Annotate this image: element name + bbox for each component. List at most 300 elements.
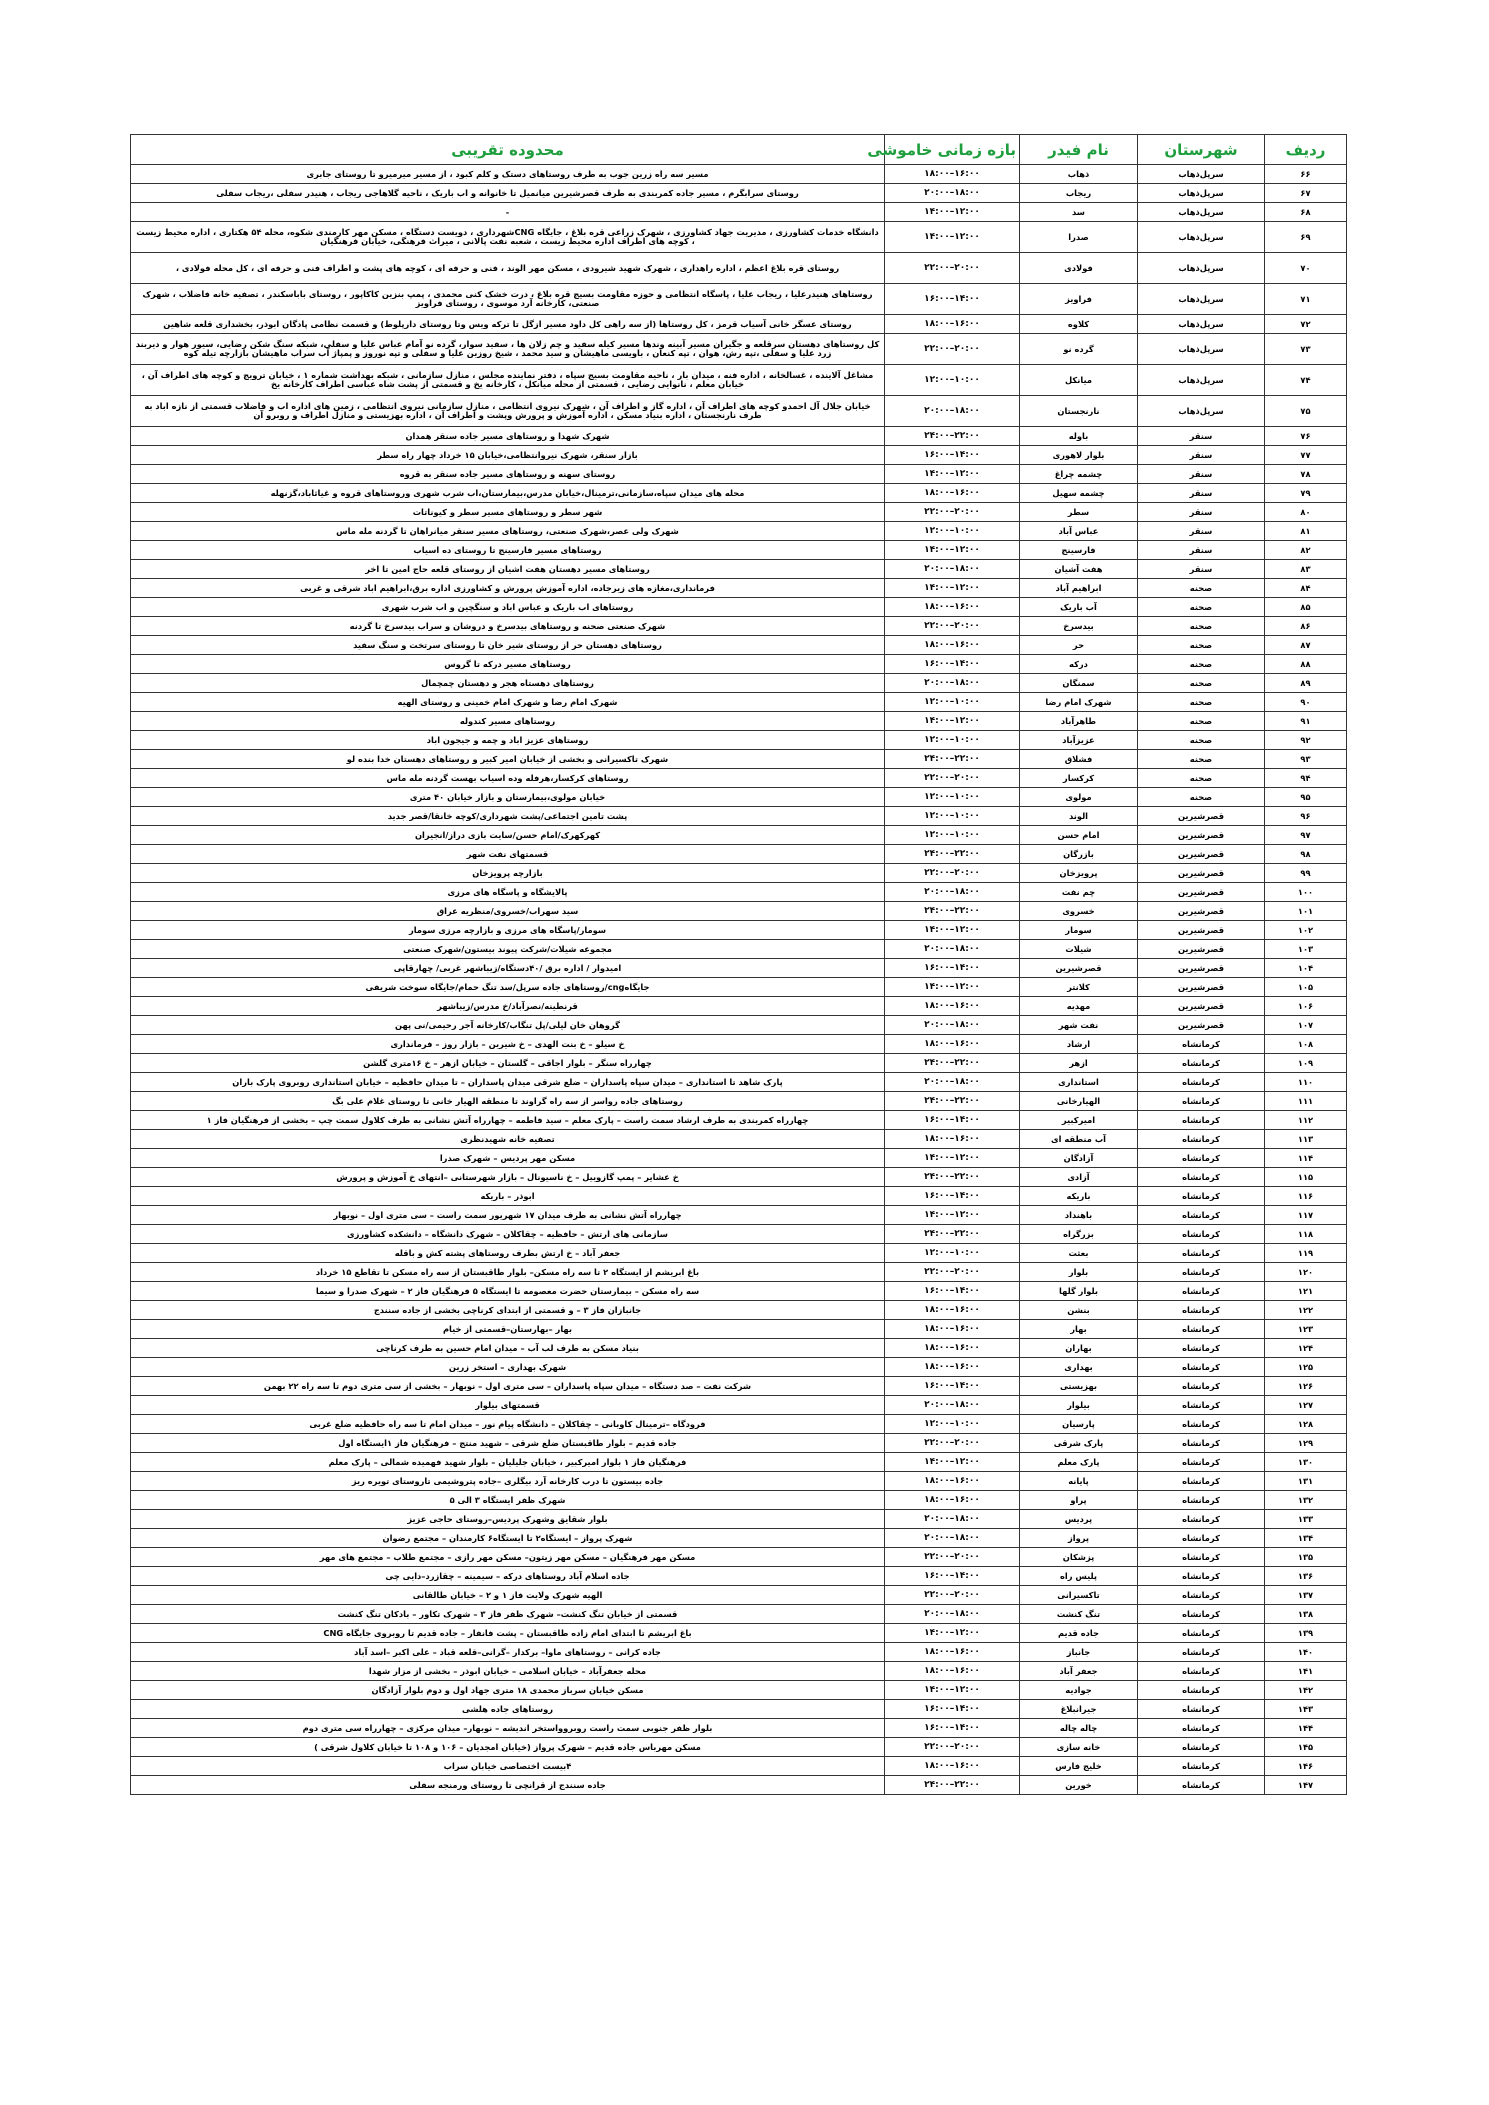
feeder-cell: امام حسن — [1020, 826, 1138, 845]
feeder-cell: کرکسار — [1020, 769, 1138, 788]
feeder-cell: پرویزخان — [1020, 864, 1138, 883]
county-cell: کرمانشاه — [1138, 1662, 1265, 1681]
row-number-cell: ۹۹ — [1265, 864, 1347, 883]
area-cell: روستاهای هنیدرعلیا ، ریجاب علیا ، پاسگاه انتظامی و حوزه مقاومت بسیج قره بلاغ ، درت خشک کنی محمدی ، پمپ بنزین کاکاپور ، روستای باباسکندر ، تصفیه خانه فاضلاب ، شهرک صنعتی، کارخانه آرد موسوی ، روستای فراویز — [131, 284, 885, 315]
feeder-cell: باریکه — [1020, 1187, 1138, 1206]
table-row — [131, 1510, 1347, 1529]
row-number-cell: ۱۳۶ — [1265, 1567, 1347, 1586]
row-number-cell: ۱۳۷ — [1265, 1586, 1347, 1605]
time-window-cell: ۲۲:۰۰–۲۴:۰۰ — [885, 1225, 1020, 1244]
table-row — [131, 1529, 1347, 1548]
time-window-cell: ۱۲:۰۰–۱۴:۰۰ — [885, 465, 1020, 484]
county-cell: کرمانشاه — [1138, 1130, 1265, 1149]
table-row — [131, 1415, 1347, 1434]
table-row — [131, 484, 1347, 503]
table-row — [131, 1225, 1347, 1244]
county-cell: قصرشیرین — [1138, 921, 1265, 940]
county-cell: سنقر — [1138, 541, 1265, 560]
row-number-cell: ۱۳۱ — [1265, 1472, 1347, 1491]
row-number-cell: ۸۲ — [1265, 541, 1347, 560]
time-window-cell: ۱۶:۰۰–۱۸:۰۰ — [885, 997, 1020, 1016]
county-cell: سرپل‌ذهاب — [1138, 315, 1265, 334]
table-row — [131, 203, 1347, 222]
table-row — [131, 788, 1347, 807]
table-row — [131, 826, 1347, 845]
feeder-cell: پارک معلم — [1020, 1453, 1138, 1472]
county-cell: سنقر — [1138, 465, 1265, 484]
feeder-cell: کلاوه — [1020, 315, 1138, 334]
time-window-cell: ۱۸:۰۰–۲۰:۰۰ — [885, 396, 1020, 427]
area-cell: قسمتهای بیلوار — [131, 1396, 885, 1415]
county-cell: کرمانشاه — [1138, 1567, 1265, 1586]
row-number-cell: ۷۷ — [1265, 446, 1347, 465]
row-number-cell: ۱۱۷ — [1265, 1206, 1347, 1225]
county-cell: کرمانشاه — [1138, 1187, 1265, 1206]
area-cell: بازار سنقر، شهرک نیروانتظامی،خیابان ۱۵ خرداد چهار راه سطر — [131, 446, 885, 465]
time-window-cell: ۱۴:۰۰–۱۶:۰۰ — [885, 284, 1020, 315]
row-number-cell: ۱۲۷ — [1265, 1396, 1347, 1415]
outage-table — [130, 134, 1347, 1795]
time-window-cell: ۱۴:۰۰–۱۶:۰۰ — [885, 1377, 1020, 1396]
area-cell: فرهنگیان فاز ۱ بلوار امیرکبیر ، خیابان جلیلیان – بلوار شهید فهمیده شمالی – پارک معلم — [131, 1453, 885, 1472]
area-cell: شهرک ولی عصر،شهرک صنعتی، روستاهای مسیر سنقر میانراهان تا گردنه مله ماس — [131, 522, 885, 541]
county-cell: سرپل‌ذهاب — [1138, 396, 1265, 427]
area-cell: سومار/پاسگاه های مرزی و بازارچه مرزی سومار — [131, 921, 885, 940]
feeder-cell: بعثت — [1020, 1244, 1138, 1263]
feeder-cell: هفت آشیان — [1020, 560, 1138, 579]
county-cell: کرمانشاه — [1138, 1586, 1265, 1605]
row-number-cell: ۶۹ — [1265, 222, 1347, 253]
time-window-cell: ۲۰:۰۰–۲۲:۰۰ — [885, 1434, 1020, 1453]
row-number-cell: ۷۳ — [1265, 334, 1347, 365]
feeder-cell: شیلات — [1020, 940, 1138, 959]
county-cell: صحنه — [1138, 674, 1265, 693]
row-number-cell: ۱۲۰ — [1265, 1263, 1347, 1282]
feeder-cell: پارسیان — [1020, 1415, 1138, 1434]
county-cell: قصرشیرین — [1138, 845, 1265, 864]
time-window-cell: ۱۲:۰۰–۱۴:۰۰ — [885, 1453, 1020, 1472]
time-window-cell: ۱۲:۰۰–۱۴:۰۰ — [885, 1206, 1020, 1225]
time-window-cell: ۱۶:۰۰–۱۸:۰۰ — [885, 165, 1020, 184]
header-area: محدوده تقریبی — [131, 135, 885, 165]
row-number-cell: ۱۱۳ — [1265, 1130, 1347, 1149]
row-number-cell: ۷۱ — [1265, 284, 1347, 315]
time-window-cell: ۱۲:۰۰–۱۴:۰۰ — [885, 921, 1020, 940]
county-cell: کرمانشاه — [1138, 1681, 1265, 1700]
table-row — [131, 1662, 1347, 1681]
county-cell: کرمانشاه — [1138, 1529, 1265, 1548]
county-cell: قصرشیرین — [1138, 864, 1265, 883]
feeder-cell: سطر — [1020, 503, 1138, 522]
area-cell: خیابان مولوی،بیمارستان و بازار خیابان ۴۰ متری — [131, 788, 885, 807]
area-cell: باغ ابریشم تا ابتدای امام زاده طاقبستان – پشت فانفار – جاده قدیم تا روبروی جایگاه CNG — [131, 1624, 885, 1643]
header-feeder: نام فیدر — [1020, 135, 1138, 165]
row-number-cell: ۷۹ — [1265, 484, 1347, 503]
row-number-cell: ۹۱ — [1265, 712, 1347, 731]
table-row — [131, 579, 1347, 598]
county-cell: کرمانشاه — [1138, 1263, 1265, 1282]
county-cell: صحنه — [1138, 579, 1265, 598]
table-row — [131, 1605, 1347, 1624]
county-cell: کرمانشاه — [1138, 1415, 1265, 1434]
county-cell: صحنه — [1138, 750, 1265, 769]
time-window-cell: ۲۲:۰۰–۲۴:۰۰ — [885, 1054, 1020, 1073]
table-row — [131, 1586, 1347, 1605]
table-row — [131, 769, 1347, 788]
row-number-cell: ۱۴۷ — [1265, 1776, 1347, 1795]
area-cell: بنیاد مسکن به طرف لب آب – میدان امام حسین به طرف کرناچی — [131, 1339, 885, 1358]
row-number-cell: ۸۵ — [1265, 598, 1347, 617]
county-cell: کرمانشاه — [1138, 1396, 1265, 1415]
table-row — [131, 636, 1347, 655]
row-number-cell: ۱۴۵ — [1265, 1738, 1347, 1757]
county-cell: کرمانشاه — [1138, 1092, 1265, 1111]
feeder-cell: گرده نو — [1020, 334, 1138, 365]
feeder-cell: چاله چاله — [1020, 1719, 1138, 1738]
time-window-cell: ۲۲:۰۰–۲۴:۰۰ — [885, 750, 1020, 769]
table-row — [131, 1073, 1347, 1092]
area-cell: باغ ابریشم از ایستگاه ۲ تا سه راه مسکن– بلوار طاقبستان از سه راه مسکن تا تقاطع ۱۵ خرداد — [131, 1263, 885, 1282]
feeder-cell: نفت شهر — [1020, 1016, 1138, 1035]
time-window-cell: ۱۶:۰۰–۱۸:۰۰ — [885, 1130, 1020, 1149]
area-cell: ۴بیست اختصاصی خیابان سراب — [131, 1757, 885, 1776]
time-window-cell: ۲۰:۰۰–۲۲:۰۰ — [885, 334, 1020, 365]
row-number-cell: ۸۶ — [1265, 617, 1347, 636]
row-number-cell: ۹۴ — [1265, 769, 1347, 788]
county-cell: صحنه — [1138, 598, 1265, 617]
time-window-cell: ۲۲:۰۰–۲۴:۰۰ — [885, 1776, 1020, 1795]
time-window-cell: ۱۸:۰۰–۲۰:۰۰ — [885, 560, 1020, 579]
county-cell: کرمانشاه — [1138, 1434, 1265, 1453]
header-row-number: ردیف — [1265, 135, 1347, 165]
area-cell: خیابان جلال آل احمدو کوچه های اطراف آن ، اداره گاز و اطراف آن ، شهرک نیروی انتظامی ، منازل سازمانی نیروی انتظامی ، زمین های اداره اب و فاضلاب قسمتی از نازه اباد به طرف نارنجستان ، اداره بنیاد مسکن ، اداره آموزش و پرورش وپشت و اطراف آن ، اداره بهزیستی و منازل اطراف و روبرو آن — [131, 396, 885, 427]
feeder-cell: شهرک امام رضا — [1020, 693, 1138, 712]
table-row — [131, 334, 1347, 365]
county-cell: کرمانشاه — [1138, 1073, 1265, 1092]
row-number-cell: ۱۱۴ — [1265, 1149, 1347, 1168]
row-number-cell: ۹۲ — [1265, 731, 1347, 750]
area-cell: شهرک صنعتی صحنه و روستاهای بیدسرخ و دروشان و سراب بیدسرخ تا گردنه — [131, 617, 885, 636]
county-cell: کرمانشاه — [1138, 1605, 1265, 1624]
table-row — [131, 284, 1347, 315]
row-number-cell: ۱۰۷ — [1265, 1016, 1347, 1035]
header-row — [131, 135, 1347, 165]
area-cell: بازارچه پرویزخان — [131, 864, 885, 883]
table-row — [131, 1681, 1347, 1700]
area-cell: جاده بیستون تا درب کارخانه آرد بیگلری –جاده پتروشیمی تاروستای تویره ریز — [131, 1472, 885, 1491]
county-cell: قصرشیرین — [1138, 978, 1265, 997]
row-number-cell: ۹۰ — [1265, 693, 1347, 712]
area-cell: قسمتی از خیابان تنگ کنشت– شهرک ظفر فاز ۳ – شهرک تکاور – بادکان تنگ کنشت — [131, 1605, 885, 1624]
area-cell: قرنطینه/نصرآباد/خ مدرس/زیباشهر — [131, 997, 885, 1016]
feeder-cell: سد — [1020, 203, 1138, 222]
row-number-cell: ۱۰۳ — [1265, 940, 1347, 959]
feeder-cell: پردیس — [1020, 1510, 1138, 1529]
table-row — [131, 978, 1347, 997]
county-cell: کرمانشاه — [1138, 1510, 1265, 1529]
time-window-cell: ۱۸:۰۰–۲۰:۰۰ — [885, 184, 1020, 203]
time-window-cell: ۱۲:۰۰–۱۴:۰۰ — [885, 203, 1020, 222]
time-window-cell: ۱۰:۰۰–۱۲:۰۰ — [885, 693, 1020, 712]
feeder-cell: مهدیه — [1020, 997, 1138, 1016]
table-row — [131, 1130, 1347, 1149]
feeder-cell: قصرشیرین — [1020, 959, 1138, 978]
area-cell: شهرک تاکسیرانی و بخشی از خیابان امیر کبیر و روستاهای دهستان خدا بنده لو — [131, 750, 885, 769]
feeder-cell: جعفر آباد — [1020, 1662, 1138, 1681]
table-row — [131, 184, 1347, 203]
feeder-cell: خلیج فارس — [1020, 1757, 1138, 1776]
area-cell: مشاغل آلاینده ، غسالخانه ، اداره فنه ، میدان بار ، ناحیه مقاومت بسیج سپاه ، دفتر نماینده مجلس ، منازل سازمانی ، شبکه بهداشت شماره ۱ ، خیابان ترویج و کوچه های اطراف آن ، خیابان معلم ، نانوایی رضایی ، قسمتی از محله میانکل ، کارخانه یخ و قسمتی از پشت شاه عباسی اطراف کارخانه یخ — [131, 365, 885, 396]
table-row — [131, 940, 1347, 959]
table-row — [131, 503, 1347, 522]
feeder-cell: امیرکبیر — [1020, 1111, 1138, 1130]
feeder-cell: خورین — [1020, 1776, 1138, 1795]
feeder-cell: جوادیه — [1020, 1681, 1138, 1700]
feeder-cell: باهنداد — [1020, 1206, 1138, 1225]
feeder-cell: ابراهیم آباد — [1020, 579, 1138, 598]
row-number-cell: ۸۰ — [1265, 503, 1347, 522]
area-cell: امیدوار / اداره برق /۴۰دستگاه/زیباشهر غربی/ چهارقاپی — [131, 959, 885, 978]
table-row — [131, 1738, 1347, 1757]
county-cell: قصرشیرین — [1138, 902, 1265, 921]
time-window-cell: ۱۶:۰۰–۱۸:۰۰ — [885, 484, 1020, 503]
time-window-cell: ۲۰:۰۰–۲۲:۰۰ — [885, 864, 1020, 883]
table-row — [131, 560, 1347, 579]
area-cell: مسکن مهرباس جاده قدیم – شهرک پرواز (خیابان امجدیان – ۱۰۶ و ۱۰۸ تا خیابان کلاول شرقی ) — [131, 1738, 885, 1757]
table-row — [131, 807, 1347, 826]
county-cell: کرمانشاه — [1138, 1244, 1265, 1263]
area-cell: خ عشایر – پمپ گازوییل – خ ناسیونال – بازار شهرستانی –انتهای خ آموزش و پرورش — [131, 1168, 885, 1187]
feeder-cell: بهزیستی — [1020, 1377, 1138, 1396]
row-number-cell: ۱۰۴ — [1265, 959, 1347, 978]
area-cell: کل روستاهای دهستان سرقلعه و جگیران مسیر آبینه وندها مسیر کیله سفید و چم زلان ها ، سفید سوار، گرده نو آمام عباس علیا و سفلی، شبکه سنگ شکن رضایی، سیور هوار و دیربند زرد علیا و سفلی ،تپه رش، هوان ، تپه کنعان ، باویسی ماهیشان و سید محمد ، شیخ روزین علیا و سفلی و تپه نوروز و پمپاژ آب سراب ماهیشان بازارچه تیله کوه — [131, 334, 885, 365]
table-row — [131, 1776, 1347, 1795]
county-cell: کرمانشاه — [1138, 1206, 1265, 1225]
feeder-cell: فولادی — [1020, 253, 1138, 284]
time-window-cell: ۲۰:۰۰–۲۲:۰۰ — [885, 253, 1020, 284]
area-cell: چهارراه آتش نشانی به طرف میدان ۱۷ شهریور سمت راست – سی متری اول – نوبهار — [131, 1206, 885, 1225]
county-cell: قصرشیرین — [1138, 940, 1265, 959]
feeder-cell: بهار — [1020, 1320, 1138, 1339]
time-window-cell: ۱۲:۰۰–۱۴:۰۰ — [885, 222, 1020, 253]
feeder-cell: ازهر — [1020, 1054, 1138, 1073]
schedule-sheet — [130, 134, 1346, 1795]
table-row — [131, 1643, 1347, 1662]
table-row — [131, 617, 1347, 636]
table-row — [131, 731, 1347, 750]
feeder-cell: فراویز — [1020, 284, 1138, 315]
area-cell: مجموعه شیلات/شرکت پیوند بیستون/شهرک صنعتی — [131, 940, 885, 959]
county-cell: کرمانشاه — [1138, 1358, 1265, 1377]
time-window-cell: ۲۲:۰۰–۲۴:۰۰ — [885, 902, 1020, 921]
area-cell: کهرکهرک/امام حسن/سایت بازی دراز/انجیران — [131, 826, 885, 845]
feeder-cell: بزرگراه — [1020, 1225, 1138, 1244]
table-row — [131, 315, 1347, 334]
area-cell: شهرک امام رضا و شهرک امام خمینی و روستای الهیه — [131, 693, 885, 712]
county-cell: صحنه — [1138, 636, 1265, 655]
county-cell: کرمانشاه — [1138, 1719, 1265, 1738]
table-row — [131, 1054, 1347, 1073]
row-number-cell: ۱۳۹ — [1265, 1624, 1347, 1643]
feeder-cell: بلوار گلها — [1020, 1282, 1138, 1301]
row-number-cell: ۶۸ — [1265, 203, 1347, 222]
area-cell: جاده سنندج از قرانچی تا روستای ورمنجه سفلی — [131, 1776, 885, 1795]
time-window-cell: ۱۰:۰۰–۱۲:۰۰ — [885, 1415, 1020, 1434]
table-row — [131, 1111, 1347, 1130]
table-row — [131, 1244, 1347, 1263]
table-row — [131, 1320, 1347, 1339]
area-cell: شهرک ظفر ایستگاه ۳ الی ۵ — [131, 1491, 885, 1510]
county-cell: کرمانشاه — [1138, 1453, 1265, 1472]
area-cell: پارک شاهد تا استانداری – میدان سپاه پاسداران – ضلع شرقی میدان پاسداران – تا میدان حافظیه – خیابان استانداری روبروی پارک باران — [131, 1073, 885, 1092]
area-cell: محله جعفرآباد – خیابان اسلامی – خیابان ابوذر – بخشی از مزار شهدا — [131, 1662, 885, 1681]
feeder-cell: پرواز — [1020, 1529, 1138, 1548]
county-cell: کرمانشاه — [1138, 1643, 1265, 1662]
area-cell: پالایشگاه و پاسگاه های مرزی — [131, 883, 885, 902]
county-cell: سنقر — [1138, 522, 1265, 541]
feeder-cell: مولوی — [1020, 788, 1138, 807]
time-window-cell: ۱۴:۰۰–۱۶:۰۰ — [885, 1111, 1020, 1130]
time-window-cell: ۱۶:۰۰–۱۸:۰۰ — [885, 1472, 1020, 1491]
time-window-cell: ۱۶:۰۰–۱۸:۰۰ — [885, 1035, 1020, 1054]
area-cell: شهرک پرواز – ایستگاه۲ تا ایستگاه۶ کارمندان – مجتمع رضوان — [131, 1529, 885, 1548]
area-cell: پشت تامین اجتماعی/پشت شهرداری/کوچه خانقا/قصر جدید — [131, 807, 885, 826]
row-number-cell: ۱۴۲ — [1265, 1681, 1347, 1700]
area-cell: روستای سرابگرم ، مسیر جاده کمربندی به طرف قصرشیرین میانمیل تا خانوانه و اب باریک ، ناحیه گلاهاجی ریجاب ، هنیدر سفلی ،ریجاب سفلی — [131, 184, 885, 203]
time-window-cell: ۱۴:۰۰–۱۶:۰۰ — [885, 655, 1020, 674]
table-row — [131, 1282, 1347, 1301]
county-cell: کرمانشاه — [1138, 1624, 1265, 1643]
row-number-cell: ۸۴ — [1265, 579, 1347, 598]
area-cell: جانبازان فاز ۳ – و قسمتی از ابتدای کرناچی بخشی از جاده سنندج — [131, 1301, 885, 1320]
county-cell: کرمانشاه — [1138, 1700, 1265, 1719]
feeder-cell: طاهرآباد — [1020, 712, 1138, 731]
row-number-cell: ۱۰۵ — [1265, 978, 1347, 997]
county-cell: سنقر — [1138, 484, 1265, 503]
county-cell: سرپل‌ذهاب — [1138, 165, 1265, 184]
area-cell: روستاهای مسیر فارسینج تا روستای ده اسیاب — [131, 541, 885, 560]
county-cell: کرمانشاه — [1138, 1168, 1265, 1187]
row-number-cell: ۹۸ — [1265, 845, 1347, 864]
area-cell: تصفیه خانه شهیدنظری — [131, 1130, 885, 1149]
time-window-cell: ۱۸:۰۰–۲۰:۰۰ — [885, 1510, 1020, 1529]
feeder-cell: جیرانبلاغ — [1020, 1700, 1138, 1719]
row-number-cell: ۶۶ — [1265, 165, 1347, 184]
county-cell: کرمانشاه — [1138, 1301, 1265, 1320]
table-row — [131, 446, 1347, 465]
row-number-cell: ۱۲۶ — [1265, 1377, 1347, 1396]
area-cell: مسکن مهر فرهنگیان – مسکن مهر زیتون– مسکن مهر رازی – مجتمع طلاب – مجتمع های مهر — [131, 1548, 885, 1567]
area-cell: فرودگاه –ترمینال کاوبانی – چقاکلان – دانشگاه پیام نور – میدان امام تا سه راه حافظیه ضلع غربی — [131, 1415, 885, 1434]
county-cell: کرمانشاه — [1138, 1738, 1265, 1757]
table-row — [131, 1567, 1347, 1586]
area-cell: ابوذر – باریکه — [131, 1187, 885, 1206]
feeder-cell: استانداری — [1020, 1073, 1138, 1092]
area-cell: جعفر آباد – خ ارتش بطرف روستاهای پشته کش و باقله — [131, 1244, 885, 1263]
time-window-cell: ۲۰:۰۰–۲۲:۰۰ — [885, 503, 1020, 522]
time-window-cell: ۱۸:۰۰–۲۰:۰۰ — [885, 1605, 1020, 1624]
county-cell: قصرشیرین — [1138, 959, 1265, 978]
time-window-cell: ۱۸:۰۰–۲۰:۰۰ — [885, 1529, 1020, 1548]
time-window-cell: ۱۰:۰۰–۱۲:۰۰ — [885, 826, 1020, 845]
table-row — [131, 1548, 1347, 1567]
feeder-cell: حر — [1020, 636, 1138, 655]
table-row — [131, 921, 1347, 940]
area-cell: جاده قدیم – بلوار طاقبستان ضلع شرقی – شهید منتج – فرهنگیان فاز ۱ایستگاه اول — [131, 1434, 885, 1453]
row-number-cell: ۱۲۱ — [1265, 1282, 1347, 1301]
table-row — [131, 1700, 1347, 1719]
area-cell: جایگاهcng/روستاهای جاده سرپل/سد تنگ حمام/جایگاه سوخت شریفی — [131, 978, 885, 997]
row-number-cell: ۱۲۵ — [1265, 1358, 1347, 1377]
county-cell: کرمانشاه — [1138, 1054, 1265, 1073]
table-row — [131, 902, 1347, 921]
time-window-cell: ۱۸:۰۰–۲۰:۰۰ — [885, 940, 1020, 959]
feeder-cell: پایانه — [1020, 1472, 1138, 1491]
area-cell: روستای سهنه و روستاهای مسیر جاده سنقر به قروه — [131, 465, 885, 484]
time-window-cell: ۱۴:۰۰–۱۶:۰۰ — [885, 1700, 1020, 1719]
row-number-cell: ۱۳۲ — [1265, 1491, 1347, 1510]
header-county: شهرستان — [1138, 135, 1265, 165]
feeder-cell: پارک شرقی — [1020, 1434, 1138, 1453]
county-cell: سنقر — [1138, 446, 1265, 465]
time-window-cell: ۲۰:۰۰–۲۲:۰۰ — [885, 1548, 1020, 1567]
table-row — [131, 1453, 1347, 1472]
table-row — [131, 1434, 1347, 1453]
feeder-cell: بنشن — [1020, 1301, 1138, 1320]
time-window-cell: ۱۲:۰۰–۱۴:۰۰ — [885, 1149, 1020, 1168]
feeder-cell: میانکل — [1020, 365, 1138, 396]
feeder-cell: چم نفت — [1020, 883, 1138, 902]
area-cell: - — [131, 203, 885, 222]
time-window-cell: ۱۲:۰۰–۱۴:۰۰ — [885, 579, 1020, 598]
feeder-cell: صدرا — [1020, 222, 1138, 253]
header-time-window: بازه زمانی خاموشی — [885, 135, 1020, 165]
row-number-cell: ۷۶ — [1265, 427, 1347, 446]
area-cell: روستاهای مسیر درکه تا گروس — [131, 655, 885, 674]
row-number-cell: ۱۰۸ — [1265, 1035, 1347, 1054]
time-window-cell: ۱۴:۰۰–۱۶:۰۰ — [885, 1719, 1020, 1738]
time-window-cell: ۱۴:۰۰–۱۶:۰۰ — [885, 1282, 1020, 1301]
area-cell: بلوار شقایق وشهرک پردیس–روستای حاجی عزیز — [131, 1510, 885, 1529]
feeder-cell: بیدسرخ — [1020, 617, 1138, 636]
row-number-cell: ۱۲۸ — [1265, 1415, 1347, 1434]
area-cell: روستای قره بلاغ اعظم ، اداره راهداری ، شهرک شهید شیرودی ، مسکن مهر الوند ، فنی و حرفه ای ، کوچه های پشت و اطراف فنی و حرفه ای ، کل محله فولادی ، — [131, 253, 885, 284]
row-number-cell: ۱۳۵ — [1265, 1548, 1347, 1567]
row-number-cell: ۹۷ — [1265, 826, 1347, 845]
area-cell: روستاهای مسیر کندوله — [131, 712, 885, 731]
table-row — [131, 655, 1347, 674]
feeder-cell: درکه — [1020, 655, 1138, 674]
table-row — [131, 1358, 1347, 1377]
county-cell: صحنه — [1138, 769, 1265, 788]
row-number-cell: ۸۸ — [1265, 655, 1347, 674]
area-cell: روستاهای جاده رواسر از سه راه گراوند تا منطقه الهیار خانی تا روستای غلام علی بگ — [131, 1092, 885, 1111]
table-body — [131, 165, 1347, 1795]
table-row — [131, 1624, 1347, 1643]
county-cell: قصرشیرین — [1138, 1016, 1265, 1035]
county-cell: سرپل‌ذهاب — [1138, 203, 1265, 222]
time-window-cell: ۲۲:۰۰–۲۴:۰۰ — [885, 427, 1020, 446]
county-cell: قصرشیرین — [1138, 997, 1265, 1016]
table-row — [131, 253, 1347, 284]
county-cell: کرمانشاه — [1138, 1548, 1265, 1567]
table-row — [131, 165, 1347, 184]
time-window-cell: ۲۲:۰۰–۲۴:۰۰ — [885, 1168, 1020, 1187]
feeder-cell: پزشکان — [1020, 1548, 1138, 1567]
area-cell: روستاهای اب باریک و عباس اباد و سنگچین و اب شرب شهری — [131, 598, 885, 617]
time-window-cell: ۱۸:۰۰–۲۰:۰۰ — [885, 1016, 1020, 1035]
time-window-cell: ۱۰:۰۰–۱۲:۰۰ — [885, 788, 1020, 807]
